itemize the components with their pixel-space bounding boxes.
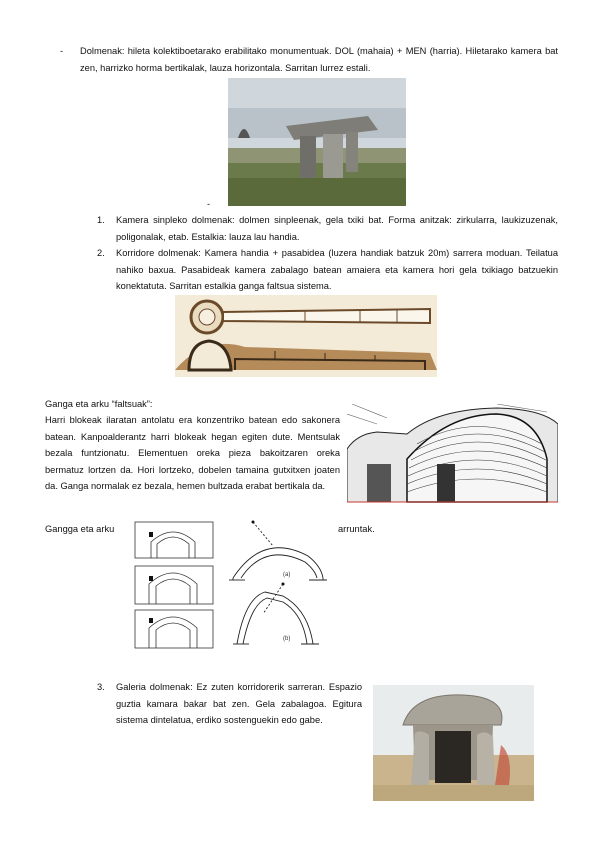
intro-bullet: - bbox=[60, 46, 64, 56]
type-2-number: 2. bbox=[97, 248, 105, 258]
ganga-title: Ganga eta arku “faltsuak”: bbox=[45, 399, 153, 409]
arku-left-label: Gangga eta arku bbox=[45, 524, 115, 534]
arches-drawing bbox=[133, 518, 333, 653]
false-vault-drawing bbox=[347, 404, 558, 504]
type-3-number: 3. bbox=[97, 682, 105, 692]
corridor-dolmen-drawing bbox=[175, 295, 437, 377]
fig-a-label: (a) bbox=[283, 572, 291, 578]
type-1-number: 1. bbox=[97, 215, 105, 225]
type-1-text: Kamera sinpleko dolmenak: dolmen sinpleenak, gela txiki bat. Forma anitzak: zirkularra, laukizuzenak, poligonalak, etab. Estalkia: lauza lau handia. bbox=[116, 215, 558, 242]
type-3-text: Galeria dolmenak: Ez zuten korridorerik sarreran. Espazio guztia kamara bakar bat zen. Gela zabalagoa. Egitura sistema dintelatua, erdiko sostenguekin edo gabe. bbox=[116, 682, 362, 725]
galeria-dolmen-photo bbox=[373, 685, 534, 801]
ganga-paragraph: Harri blokeak ilaratan antolatu era konzentriko batean edo sakonera batean. Kanpoalderantz harri blokeak hegan egiten dute. Mentsulak bezala funtzionatu. Elementuen oreka pieza bakoitzaren oreka bermatuz lortzen da. Hori lortzeko, dobelen tamaina gutxitxen joaten da. Ganga normalak ez bezala, hemen bultzada erabat bertikala da. bbox=[45, 415, 340, 491]
fig-b-label: (b) bbox=[283, 636, 291, 642]
intro-paragraph: Dolmenak: hileta kolektiboetarako erabilitako monumentuak. DOL (mahaia) + MEN (harria). Hiletarako kamera bat zen, harrizko horma bertikalak, lauza horizontala. Sarritan lurrez estali. bbox=[80, 46, 558, 73]
photo-bullet: - bbox=[207, 199, 211, 209]
type-2-text: Korridore dolmenak: Kamera handia + pasabidea (luzera handiak batzuk 20m) sarrera moduan. Teilatua nahiko baxua. Pasabideak kamera zabalago batean amaiera eta kamera hori gela txikiago batzuekin konektatuta. Sarritan estalkia ganga faltsua sistema. bbox=[116, 248, 558, 291]
dolmen-photo bbox=[228, 78, 406, 206]
arku-right-label: arruntak. bbox=[338, 524, 375, 534]
